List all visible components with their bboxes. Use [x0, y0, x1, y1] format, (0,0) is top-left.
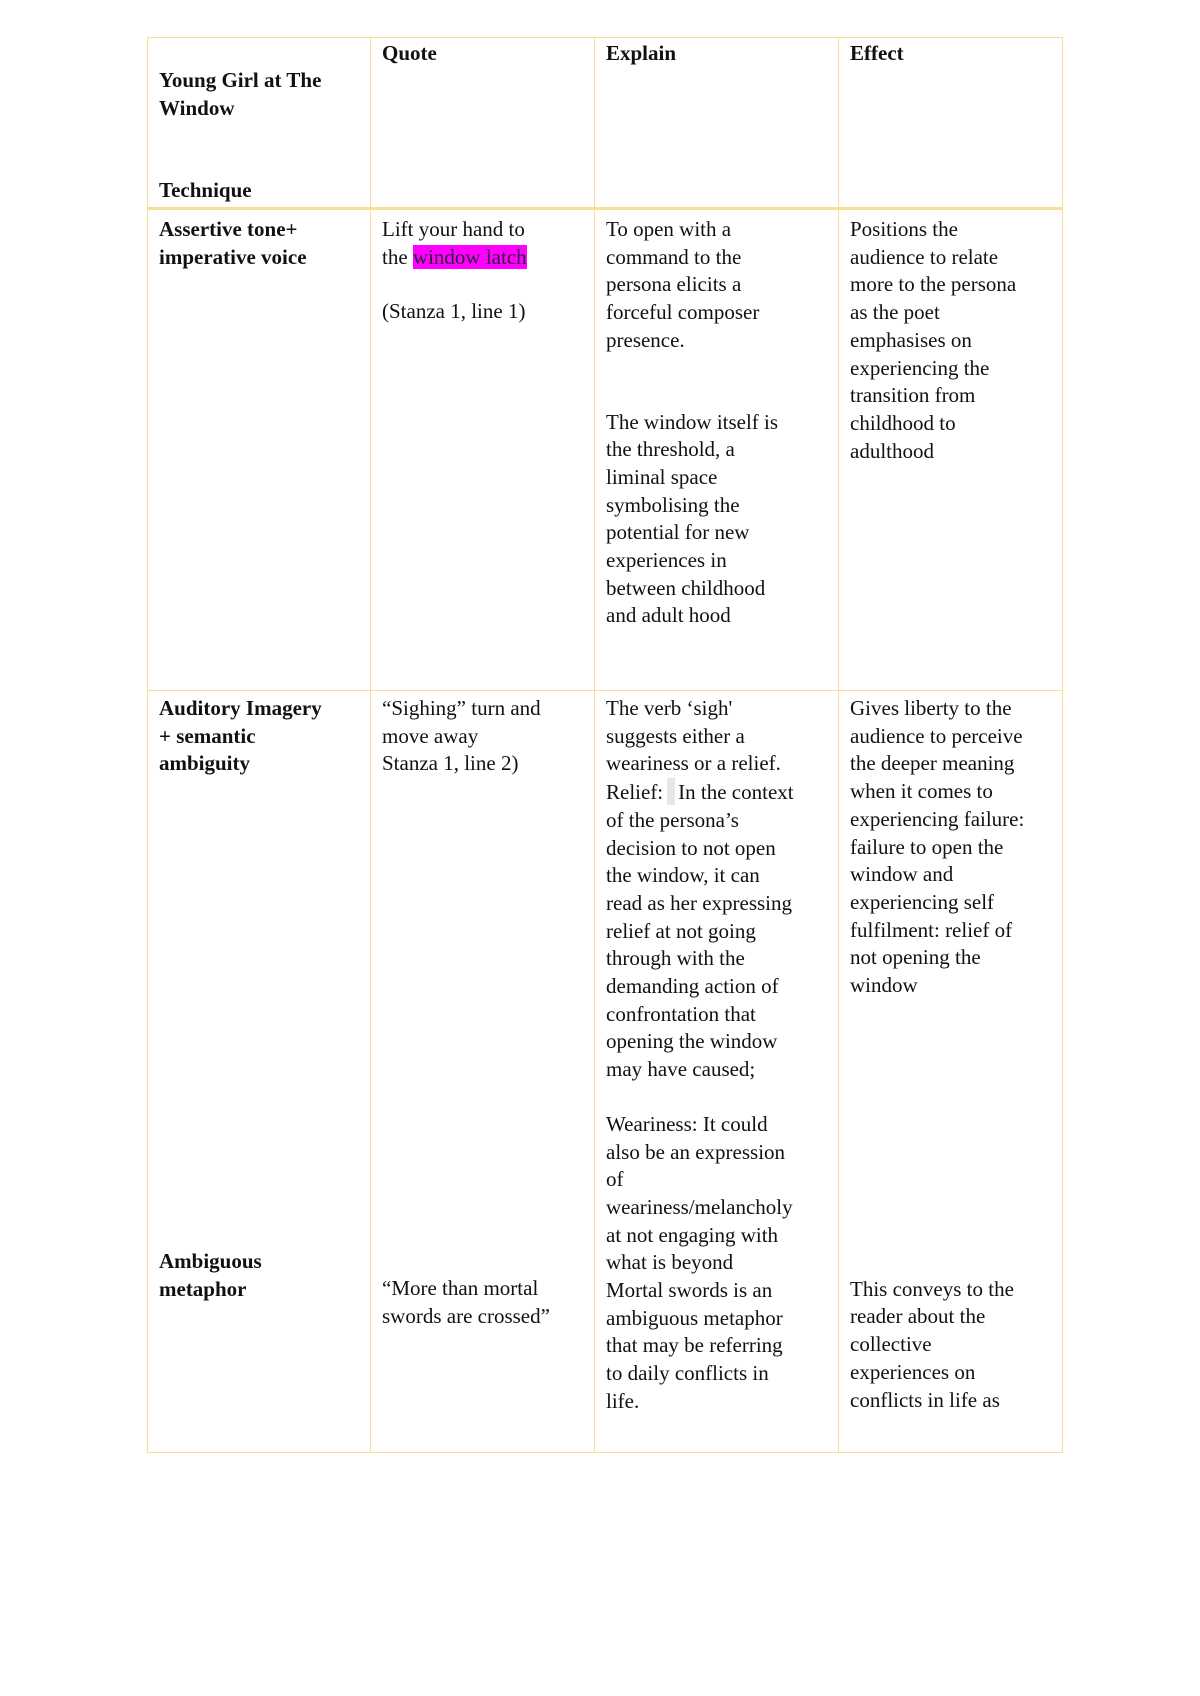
text-block — [159, 1248, 360, 1303]
text-line: Positions the — [850, 217, 958, 241]
text-line: Mortal swords is an — [606, 1278, 773, 1303]
text-line: as the poet — [850, 300, 940, 325]
text-line: that may be referring — [606, 1333, 783, 1358]
text-line: “More than mortal — [382, 1276, 539, 1301]
text-line: move away — [382, 723, 479, 748]
text-line: and adult hood — [606, 603, 731, 628]
effect-cell — [839, 691, 1063, 1453]
text-block — [606, 409, 828, 631]
text-line: to daily conflicts in — [606, 1361, 769, 1386]
text-line: decision to not open — [606, 835, 776, 860]
text-line: The verb ‘sigh' — [606, 696, 733, 720]
text-line: of the persona’s — [606, 807, 739, 832]
text-block — [606, 807, 828, 1084]
text-line: what is beyond — [606, 1250, 734, 1275]
text-line: fulfilment: relief of — [850, 917, 1013, 942]
text-line: To open with a — [606, 217, 732, 241]
text-line: metaphor — [159, 1276, 247, 1301]
text-block — [382, 695, 584, 778]
text-line: relief at not going — [606, 918, 756, 943]
analysis-table — [147, 37, 1063, 1453]
text-line: presence. — [606, 327, 685, 352]
text-line: confrontation that — [606, 1001, 756, 1026]
text-line: conflicts in life as — [850, 1387, 1000, 1412]
text-line: demanding action of — [606, 974, 779, 999]
text-line: weariness or a relief. — [606, 751, 781, 776]
quote-cell — [371, 691, 595, 1453]
text-line: Gives liberty to the — [850, 696, 1012, 720]
text-line: emphasises on — [850, 327, 972, 352]
text-block — [606, 695, 828, 778]
highlighted-text: window latch — [412, 244, 527, 269]
text-line: not opening the — [850, 945, 981, 970]
text-line: more to the persona — [850, 272, 1017, 297]
text-line: audience to perceive — [850, 723, 1023, 748]
text-line: Weariness: It could — [606, 1111, 768, 1136]
text-line: the window, it can — [606, 863, 760, 888]
text-line: ambiguity — [159, 751, 251, 776]
table-header-row — [148, 38, 1063, 209]
text-line: Auditory Imagery — [159, 696, 322, 720]
text-line: This conveys to the — [850, 1276, 1014, 1301]
quote-cell: Lift your hand to the window latch (Stanza 1, line 1) — [371, 209, 595, 691]
text-cursor — [667, 778, 675, 805]
text-line: reader about the — [850, 1304, 986, 1329]
header-technique: Technique — [159, 178, 252, 203]
text-line: experiences on — [850, 1359, 976, 1384]
text-line: failure to open the — [850, 834, 1004, 859]
text-line: experiencing failure: — [850, 806, 1025, 831]
text-line: potential for new — [606, 520, 750, 545]
text-line: opening the window — [606, 1029, 778, 1054]
text-line: experiencing self — [850, 889, 995, 914]
text-line: read as her expressing — [606, 890, 793, 915]
text-line: The window itself is — [606, 409, 779, 434]
poem-title: Young Girl at The Window — [159, 68, 322, 120]
text-line: audience to relate — [850, 244, 999, 269]
text-block — [850, 695, 1052, 1000]
table-row — [148, 209, 1063, 691]
text-line: experiencing the — [850, 355, 990, 380]
text-line: suggests either a — [606, 723, 745, 748]
text-block — [159, 695, 360, 778]
text-line: childhood to — [850, 410, 956, 435]
text-line: of — [606, 1167, 624, 1192]
text-block — [606, 1111, 828, 1416]
text-line: Stanza 1, line 2) — [382, 751, 519, 776]
text-line: at not engaging with — [606, 1222, 779, 1247]
text-line: + semantic — [159, 723, 256, 748]
text-block — [850, 1276, 1052, 1415]
text-line: swords are crossed” — [382, 1303, 550, 1328]
text-line: experiences in — [606, 548, 727, 573]
header-explain: Explain — [595, 38, 839, 209]
text-line: liminal space — [606, 464, 718, 489]
text-line: ambiguous metaphor — [606, 1305, 783, 1330]
header-effect: Effect — [839, 38, 1063, 209]
text-line: symbolising the — [606, 492, 740, 517]
text-line: between childhood — [606, 575, 766, 600]
text-line: may have caused; — [606, 1057, 756, 1082]
text-line: window — [850, 973, 918, 998]
text-block — [606, 216, 828, 355]
explain-cell: The verb ‘sigh' suggests either a weariness or a relief. Relief: In the context of the persona’s decision to not open the window, it can read as her expressing relief at not going through with the demanding action of confrontation that opening the window may have caused; Weariness: It could also be an expression of weariness/melancholy at not engaging with what is beyond Mortal swords is an ambiguous metaphor that may be referring to daily conflicts in life. — [595, 691, 839, 1453]
text-line: the threshold, a — [606, 437, 735, 462]
text-line: the deeper meaning — [850, 751, 1015, 776]
text-line: forceful composer — [606, 300, 760, 325]
text-line: when it comes to — [850, 779, 993, 804]
text-line: adulthood — [850, 438, 934, 463]
text-line: window and — [850, 862, 954, 887]
text-block — [382, 1275, 584, 1330]
text-line: Ambiguous — [159, 1249, 262, 1274]
text-line: weariness/melancholy — [606, 1194, 793, 1219]
text-line: transition from — [850, 383, 976, 408]
text-line: command to the — [606, 244, 742, 269]
text-line: through with the — [606, 946, 745, 971]
text-line: life. — [606, 1388, 640, 1413]
explain-cell — [595, 209, 839, 691]
technique-cell: Assertive tone+ imperative voice — [148, 209, 371, 691]
table-row — [148, 691, 1063, 1453]
effect-cell — [839, 209, 1063, 691]
text-block — [850, 216, 1052, 465]
text-line: also be an expression — [606, 1139, 786, 1164]
technique-cell — [148, 691, 371, 1453]
text-line: persona elicits a — [606, 272, 742, 297]
text-line: “Sighing” turn and — [382, 696, 541, 720]
header-quote: Quote — [371, 38, 595, 209]
text-line: collective — [850, 1332, 932, 1357]
header-technique-cell — [148, 38, 371, 209]
